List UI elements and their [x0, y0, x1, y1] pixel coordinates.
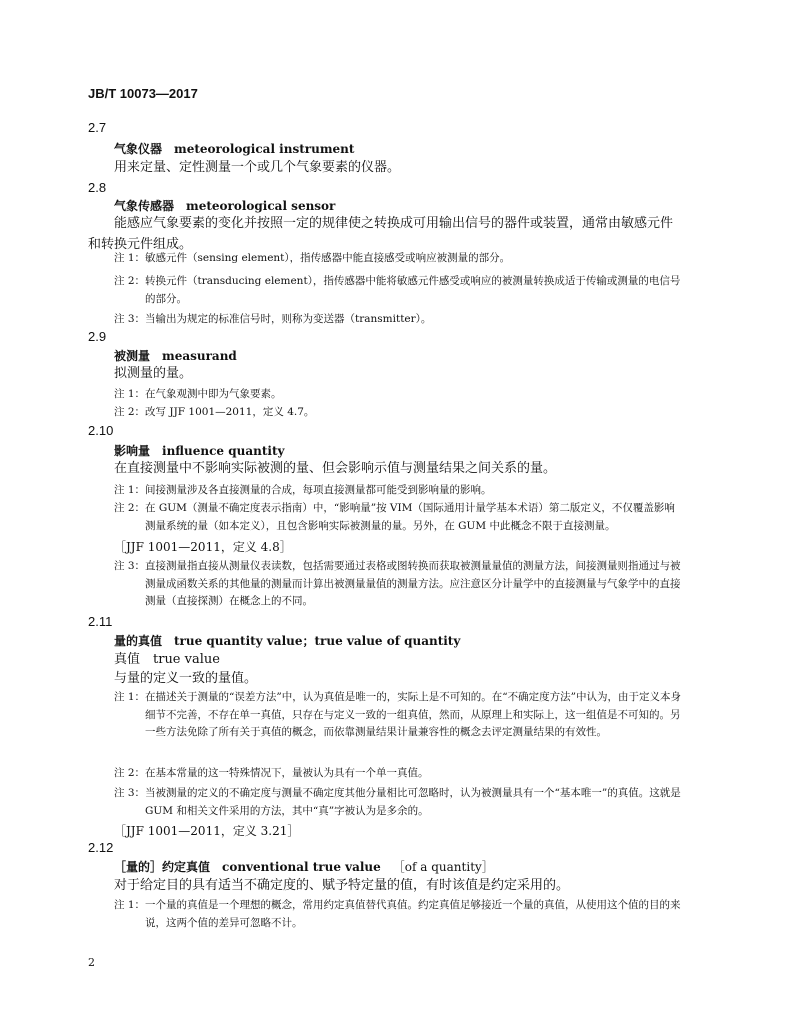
term-zh: 影响量: [114, 444, 151, 458]
term-2-10: [114, 442, 284, 459]
note-2-8-2: [114, 273, 684, 308]
note-label: 注 1：: [114, 388, 146, 400]
term-en: true quantity value；true value of quantity: [174, 634, 461, 648]
term-en: meteorological sensor: [186, 199, 336, 213]
note-label: 注 2：: [114, 275, 146, 287]
term-en: influence quantity: [162, 444, 285, 458]
term-en: conventional true value: [222, 860, 381, 874]
note-text: 改写 JJF 1001—2011，定义 4.7。: [145, 406, 315, 418]
note-2-8-1: [114, 250, 684, 268]
note-2-9-1: [114, 386, 684, 404]
section-number-2-11: 2.11: [88, 614, 113, 629]
note-label: 注 1：: [114, 899, 146, 911]
definition-2-11: 与量的定义一致的量值。: [114, 671, 258, 686]
term-2-8: [114, 197, 335, 214]
section-number-2-12: 2.12: [88, 840, 114, 855]
term-2-9: [114, 347, 237, 364]
definition-2-12: 对于给定目的具有适当不确定度的、赋予特定量的值，有时该值是约定采用的。: [114, 878, 570, 893]
term-zh: 量的真值: [114, 634, 163, 648]
note-text: 在基本常量的这一特殊情况下，量被认为具有一个单一真值。: [145, 767, 429, 779]
document-code: JB/T 10073—2017: [88, 86, 198, 101]
note-text: 当输出为规定的标准信号时，则称为变送器（transmitter）。: [145, 313, 432, 325]
note-label: 注 1：: [114, 484, 146, 496]
note-label: 注 3：: [114, 313, 146, 325]
definition-2-10: 在直接测量中不影响实际被测的量、但会影响示值与测量结果之间关系的量。: [114, 461, 557, 476]
note-2-9-2: [114, 404, 684, 422]
term-zh: 气象传感器: [114, 199, 175, 213]
note-text: 间接测量涉及各直接测量的合成，每项直接测量都可能受到影响量的影响。: [145, 484, 492, 496]
definition-2-9: 拟测量的量。: [114, 366, 193, 381]
note-2-12-1: [114, 897, 684, 932]
term-suffix: ［of a quantity］: [392, 860, 494, 874]
section-number-2-10: 2.10: [88, 423, 114, 438]
note-text: 当被测量的定义的不确定度与测量不确定度其他分量相比可忽略时，认为被测量具有一个“基本唯一”的真值。这就是 GUM 和相关文件采用的方法，其中“真”字被认为是多余的。: [145, 787, 681, 817]
section-number-2-7: 2.7: [88, 120, 107, 135]
note-text: 转换元件（transducing element），指传感器中能将敏感元件感受或响应的被测量转换成适于传输或测量的电信号的部分。: [145, 275, 681, 305]
note-2-8-3: [114, 311, 684, 329]
citation-2-10: ［JJF 1001—2011，定义 4.8］: [114, 540, 292, 554]
term-zh: ［量的］约定真值: [114, 860, 211, 874]
definition-2-8: 能感应气象要素的变化并按照一定的规律使之转换成可用输出信号的器件或装置，通常由敏感元件和转换元件组成。: [88, 216, 674, 252]
synonym-2-11: 真值 true value: [114, 652, 220, 667]
note-label: 注 1：: [114, 691, 146, 703]
term-en: measurand: [162, 349, 237, 363]
note-2-11-1: [114, 689, 684, 742]
section-number-2-9: 2.9: [88, 329, 107, 344]
note-label: 注 3：: [114, 787, 146, 799]
note-2-10-2: [114, 500, 684, 535]
note-label: 注 2：: [114, 406, 146, 418]
term-2-7: [114, 140, 354, 157]
term-en: meteorological instrument: [174, 142, 355, 156]
note-2-11-2: [114, 765, 684, 783]
term-zh: 气象仪器: [114, 142, 163, 156]
note-text: 在描述关于测量的“误差方法”中，认为真值是唯一的，实际上是不可知的。在“不确定度方法”中认为，由于定义本身细节不完善，不存在单一真值，只存在与定义一致的一组真值，然而，从原理上和实际上，这一组值是不可知的。另一些方法免除了所有关于真值的概念，而依靠测量结果计量兼容性的概念去评定测量结果的有效性。: [145, 691, 682, 738]
note-label: 注 1：: [114, 252, 146, 264]
definition-2-7: 用来定量、定性测量一个或几个气象要素的仪器。: [114, 160, 401, 175]
citation-2-11: ［JJF 1001—2011，定义 3.21］: [114, 824, 300, 838]
note-text: 在气象观测中即为气象要素。: [145, 388, 282, 400]
term-zh: 被测量: [114, 349, 151, 363]
note-label: 注 2：: [114, 767, 146, 779]
note-label: 注 2：: [114, 502, 146, 514]
term-2-11: [114, 632, 460, 649]
page-number: 2: [88, 956, 95, 969]
note-text: 一个量的真值是一个理想的概念，常用约定真值替代真值。约定真值足够接近一个量的真值，从使用这个值的目的来说，这两个值的差异可忽略不计。: [145, 899, 681, 929]
note-2-11-3: [114, 785, 684, 820]
section-number-2-8: 2.8: [88, 180, 107, 195]
note-2-10-1: [114, 482, 684, 500]
note-text: 直接测量指直接从测量仪表读数，包括需要通过表格或图转换而获取被测量量值的测量方法，间接测量则指通过与被测量成函数关系的其他量的测量而计算出被测量量值的测量方法。应注意区分计量学中的直接测量与气象学中的直接测量（直接探测）在概念上的不同。: [145, 560, 681, 607]
note-text: 在 GUM（测量不确定度表示指南）中，“影响量”按 VIM（国际通用计量学基本术语）第二版定义，不仅覆盖影响测量系统的量（如本定义），且包含影响实际被测量的量。另外，在 GUM 中此概念不限于直接测量。: [145, 502, 675, 532]
note-text: 敏感元件（sensing element），指传感器中能直接感受或响应被测量的部分。: [145, 252, 511, 264]
note-2-10-3: [114, 558, 684, 611]
note-label: 注 3：: [114, 560, 146, 572]
term-2-12: [114, 858, 494, 875]
